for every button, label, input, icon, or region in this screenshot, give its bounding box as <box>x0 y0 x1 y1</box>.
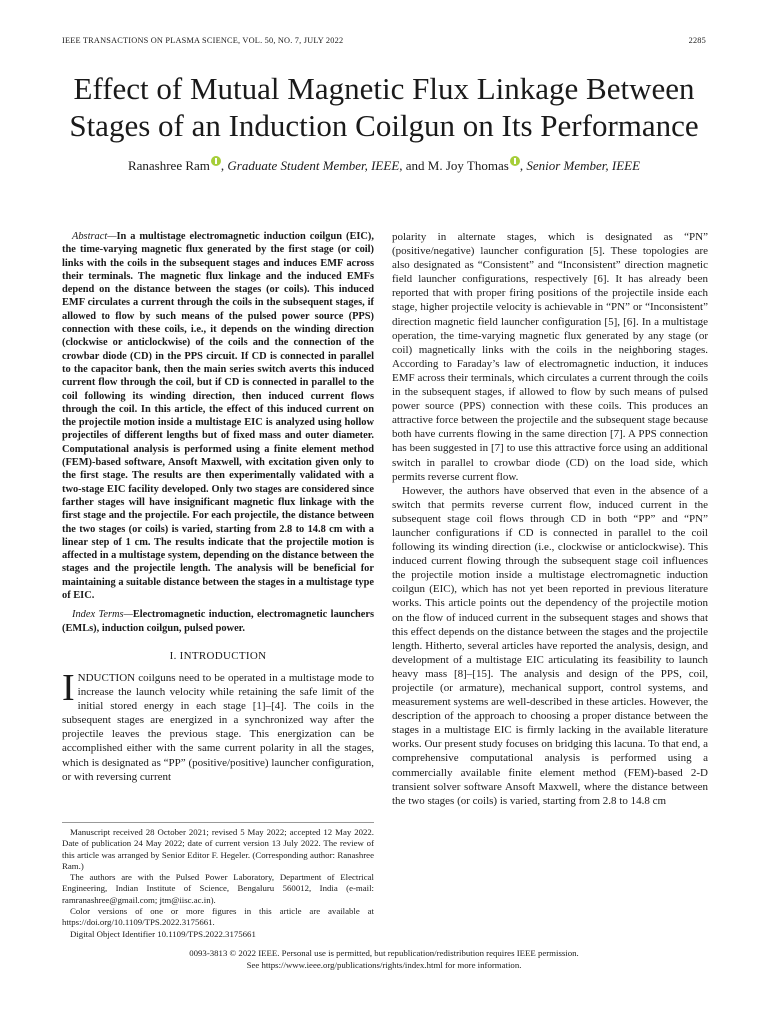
author-name-1: Ranashree Ram <box>127 158 210 173</box>
body-paragraph: However, the authors have observed that even in the absence of a switch that permits reverse current flow, induced current in the subsequent stage coil flows through CD in both “PP” and “PN” launcher configurations if CD is connected in parallel to the coil following its winding direction (i.e., clockwise or anticlockwise). This induced current flowing through the subsequent stage coil influences the projectile motion inside a multistage electromagnetic induction coilgun (EIC), which has not yet been reported in previous literature works. This article points out the dependency of the projectile motion on the flow of induced current in the subsequent stages and shows that this effect depends on the distance between the stages and the projectile length. Hitherto, several articles have reported the analysis, design, and development of a multistage EIC articulating its feasibility to launch heavy mass [8]–[15]. The analysis and design of the PPS, coil, projectile (or armature), mechanical support, control systems, and measurement systems are well-described in these articles. However, the description of the approach to choosing a proper distance between the stages in a multistage EIC is firmly lacking in the available literature works. Our present study focuses on bridging this lacuna. To that end, a comprehensive computational analysis is performed using a commercially available finite element method (FEM)-based 2-D transient solver software Ansoft Maxwell, where the distance between the two stages (or coils) is varied, starting from 2.8 to 14.8 cm <box>392 484 708 807</box>
copyright-notice <box>40 948 728 971</box>
orcid-icon[interactable] <box>510 156 520 166</box>
footnote-affiliation: The authors are with the Pulsed Power Laboratory, Department of Electrical Engineering, Indian Institute of Science, Bengaluru 560012, India (e-mail: ramranashree@gmail.com; jtm@iisc.ac.in). <box>62 872 374 905</box>
body-paragraph: polarity in alternate stages, which is designated as “PN” (positive/negative) launcher configuration [5]. These topologies are also designated as “Consistent” and “Inconsistent” direction magnetic field launcher configurations, respectively [6]. It has already been reported that with proper firing positions of the projectile inside each stage, higher projectile velocity is achievable in “PN” or “Inconsistent” direction magnetic field launcher configuration [5], [6]. In a multistage operation, the time-varying magnetic flux generated by any stage (or coil) magnetically links with the coils in the neighboring stages. According to Faraday’s law of electromagnetic induction, it induces EMF across their terminals, which circulates a current through the coils in the subsequent stages, if allowed to flow by such means of pulsed power source (PPS) connection with these coils. This produces an attractive force between the projectile and the subsequent stage because both have currents flowing in the same direction [7]. A PPS connection has been suggested in [7] to use this attractive force using an additional switch in parallel to crowbar diode (CD) on the load side, which permits reverse current flow. <box>392 231 708 483</box>
copyright-line-1: 0093-3813 © 2022 IEEE. Personal use is permitted, but republication/redistribution requires IEEE permission. <box>189 948 579 958</box>
journal-name: IEEE TRANSACTIONS ON PLASMA SCIENCE, VOL. 50, NO. 7, JULY 2022 <box>62 36 344 45</box>
index-terms <box>62 608 374 635</box>
index-terms-label: Index Terms— <box>72 609 133 621</box>
intro-paragraph <box>62 667 374 784</box>
abstract-text: In a multistage electromagnetic induction coilgun (EIC), the time-varying magnetic flux generated by the first stage (or coil) links with the coils in the subsequent stages and induces EMF across their terminals. The magnetic flux linkage and the induced EMFs depend on the distance between the stages (or coils). This induced EMF circulates a current through the coils in the subsequent stages, if allowed to flow by such means of the pulsed power source (PPS) connection with these coils, i.e., it depends on the winding direction (clockwise or anticlockwise) of the coils and the connection of the crowbar diode (CD) in the PPS circuit. If CD is connected in parallel to the capacitor bank, then the main series switch averts this induced current flow through the coil, but if CD is connected in parallel to the coil following its winding direction, then induced current flows through the coil. In this article, the effect of this induced current on the projectile motion inside a multistage EIC is analyzed using hollow projectiles of different lengths but of fixed mass and outer diameter. Computational analysis is performed using a finite element method (FEM)-based software, Ansoft Maxwell, with excitation given only to the first stage. The results are then experimentally validated with a two-stage EIC facility developed. Only two stages are considered since farther stages will have insignificant magnetic flux linkage with the first stage and the projectile. For each projectile, the distance between the two stages (or coils) is varied, starting from 2.8 to 14.8 cm with a linear step of 1 cm. The results indicate that the projectile motion is affected in a multistage system, depending on the distance between the stages and the projectile length. The analysis will be beneficial for maintaining a suitable distance between the stages in a multistage type of EIC. <box>62 231 374 602</box>
title-line-2: Stages of an Induction Coilgun on Its Performance <box>69 108 699 143</box>
abstract-label: Abstract— <box>72 231 117 242</box>
footnotes <box>62 822 374 940</box>
title-line-1: Effect of Mutual Magnetic Flux Linkage Between <box>73 71 695 106</box>
author-role-1: Graduate Student Member, IEEE <box>227 158 400 173</box>
abstract <box>62 230 374 602</box>
page-number: 2285 <box>688 36 706 45</box>
author-connector: , and <box>399 158 428 173</box>
drop-cap: I <box>62 667 75 709</box>
footnote-manuscript: Manuscript received 28 October 2021; revised 5 May 2022; accepted 12 May 2022. Date of publication 24 May 2022; date of current version 13 July 2022. The review of this article was arranged by Senior Editor F. Hegeler. (Corresponding author: Ranashree Ram.) <box>62 827 374 871</box>
footnote-doi: Digital Object Identifier 10.1109/TPS.2022.3175661 <box>70 928 256 939</box>
left-column <box>62 230 374 784</box>
running-header <box>62 36 706 50</box>
orcid-icon[interactable] <box>211 156 221 166</box>
intro-text: NDUCTION coilguns need to be operated in a multistage mode to increase the launch velocity while retaining the safe limit of the initial stored energy in each stage [1]–[4]. The coils in the subsequent stages are energized in a synchronized way after the projectile leaves the previous stage. This energization can be accomplished either with the same current polarity in all the stages, which is designated as “PP” (positive/positive) launcher configuration, or with reversing current <box>62 672 374 783</box>
right-column <box>392 230 708 808</box>
author-line: Ranashree Ram , Graduate Student Member, IEEE, and M. Joy Thomas , Senior Member, IEEE <box>127 158 641 173</box>
section-heading-introduction: I. INTRODUCTION <box>169 649 267 662</box>
author-name-2: M. Joy Thomas <box>427 158 509 173</box>
footnote-color-versions: Color versions of one or more figures in this article are available at https://doi.org/10.1109/TPS.2022.3175661. <box>62 906 374 928</box>
author-role-2: Senior Member, IEEE <box>526 158 641 173</box>
index-terms-text: Electromagnetic induction, electromagnetic launchers (EMLs), induction coilgun, pulsed power. <box>62 609 374 634</box>
paper-title <box>40 70 728 144</box>
copyright-line-2: See https://www.ieee.org/publications/rights/index.html for more information. <box>246 959 522 970</box>
